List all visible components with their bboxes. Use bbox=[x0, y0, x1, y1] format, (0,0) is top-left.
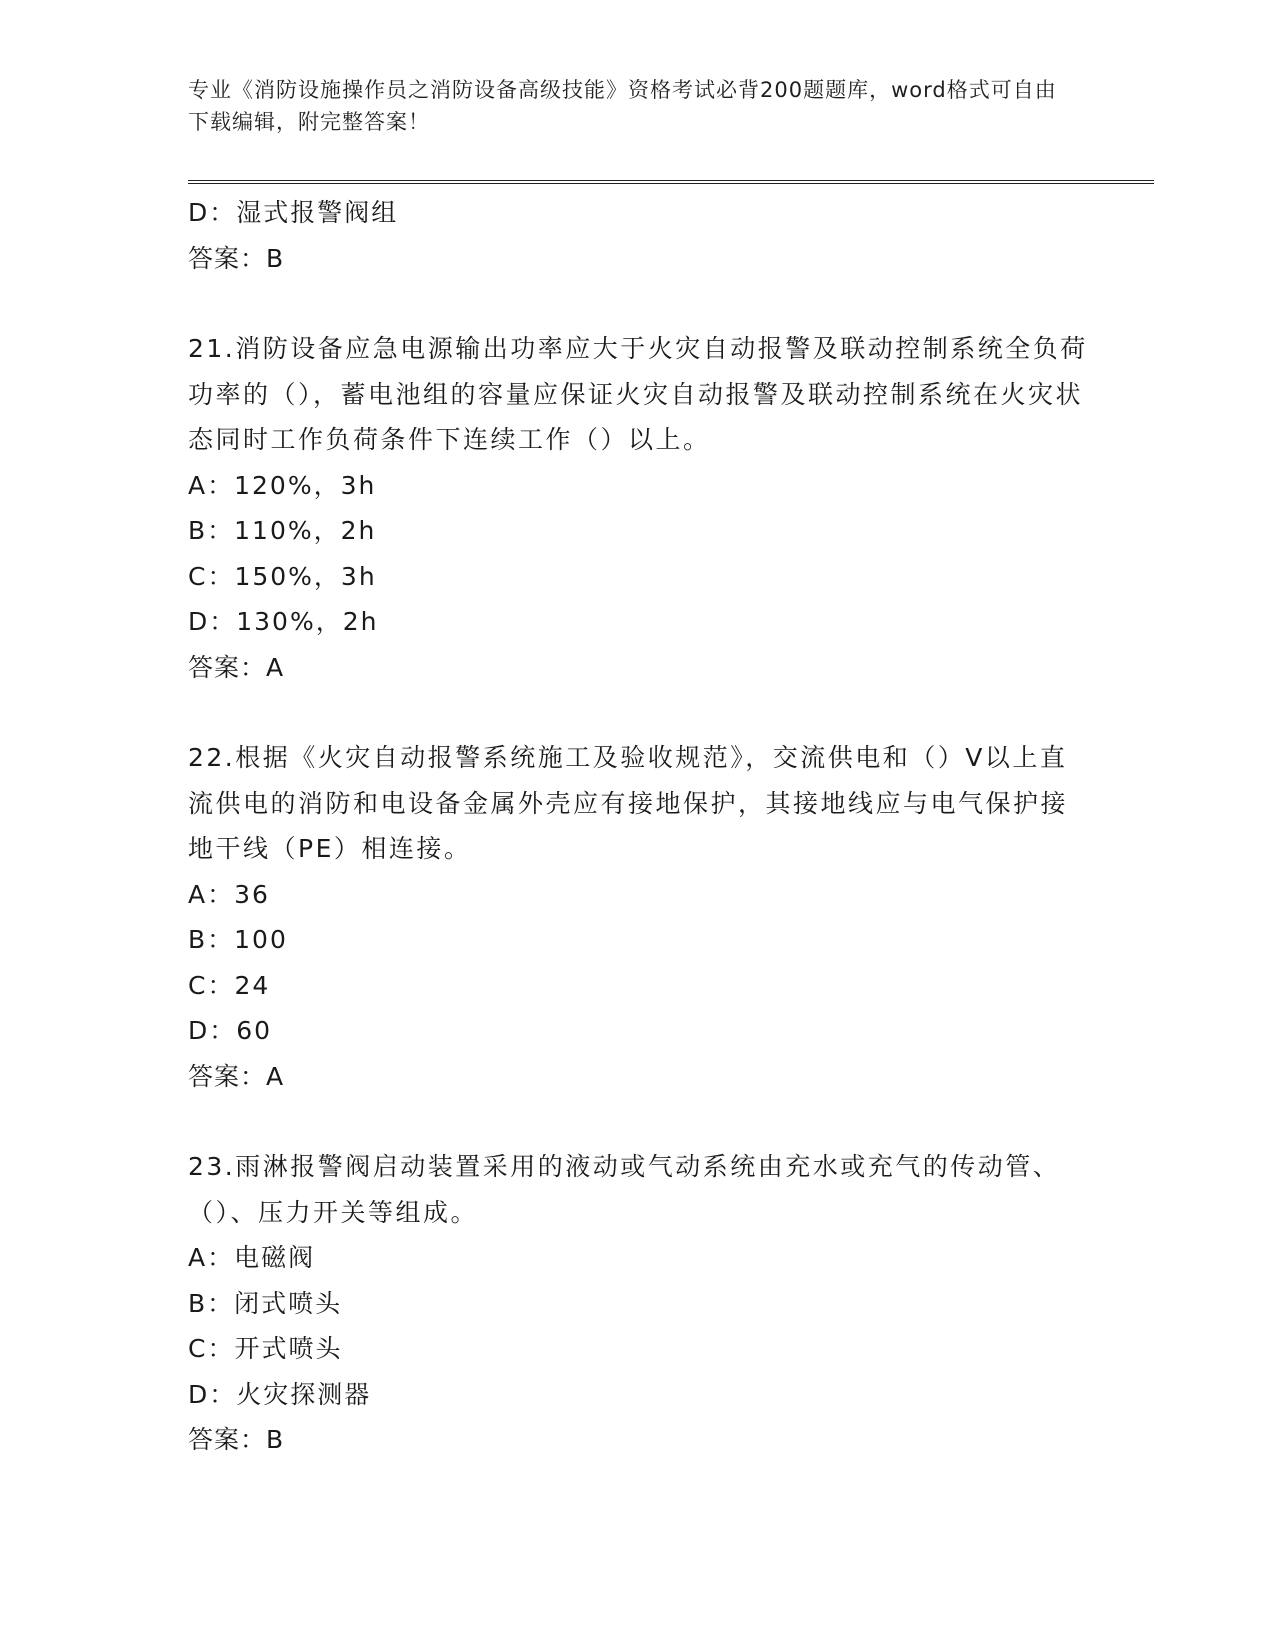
option-d: D：60 bbox=[188, 1016, 273, 1045]
option-a: A：电磁阀 bbox=[188, 1243, 316, 1272]
answer-line: 答案：B bbox=[188, 243, 285, 273]
option-d: D：火灾探测器 bbox=[188, 1379, 372, 1409]
question-list bbox=[188, 190, 1088, 1463]
option-a: A：36 bbox=[188, 879, 270, 909]
spacer bbox=[188, 1099, 1088, 1144]
option-b: B：闭式喷头 bbox=[188, 1288, 343, 1318]
answer-line: 答案：A bbox=[188, 1061, 285, 1091]
question-stem: 22.根据《火灾自动报警系统施工及验收规范》，交流供电和（）V以上直流供电的消防和电设备金属外壳应有接地保护，其接地线应与电气保护接地干线（PE）相连接。 bbox=[188, 743, 1069, 863]
option-d: D：湿式报警阀组 bbox=[188, 198, 399, 227]
answer-line: 答案：A bbox=[188, 652, 285, 682]
question-stem: 23.雨淋报警阀启动装置采用的液动或气动系统由充水或充气的传动管、（）、压力开关等组成。 bbox=[188, 1152, 1061, 1227]
question-21 bbox=[188, 326, 1088, 690]
option-d: D：130%，2h bbox=[188, 607, 379, 636]
option-a: A：120%，3h bbox=[188, 470, 377, 500]
document-header: 专业《消防设施操作员之消防设备高级技能》资格考试必背200题题库，word格式可自由下载编辑，附完整答案！ bbox=[188, 78, 1057, 134]
question-22 bbox=[188, 735, 1088, 1099]
header-divider bbox=[188, 180, 1154, 184]
question-stem: 21.消防设备应急电源输出功率应大于火灾自动报警及联动控制系统全负荷功率的（），蓄电池组的容量应保证火灾自动报警及联动控制系统在火灾状态同时工作负荷条件下连续工作（）以上。 bbox=[188, 334, 1088, 454]
option-b: B：100 bbox=[188, 925, 288, 954]
spacer bbox=[188, 281, 1088, 326]
option-b: B：110%，2h bbox=[188, 516, 377, 545]
answer-line: 答案：B bbox=[188, 1425, 285, 1454]
question-23 bbox=[188, 1144, 1088, 1463]
option-c: C：开式喷头 bbox=[188, 1334, 343, 1363]
option-c: C：150%，3h bbox=[188, 561, 377, 591]
previous-question-tail bbox=[188, 190, 1088, 281]
spacer bbox=[188, 690, 1088, 735]
option-c: C：24 bbox=[188, 970, 271, 1000]
